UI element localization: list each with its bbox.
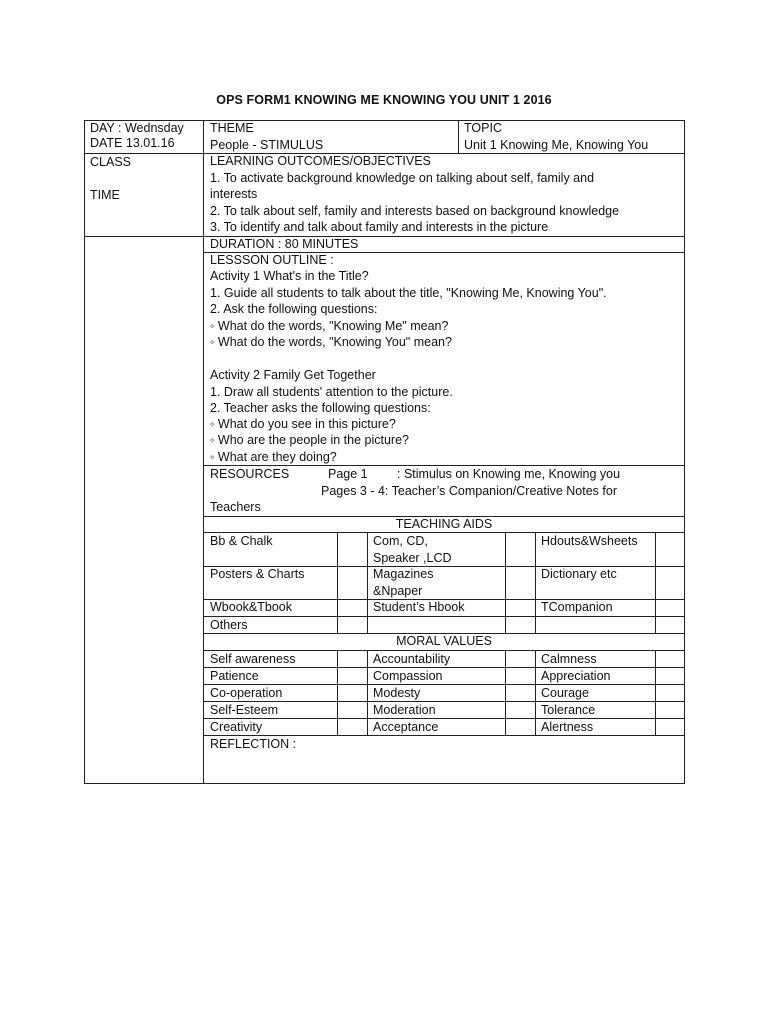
moral-value-item: Patience [210,669,259,683]
topic-value: Unit 1 Knowing Me, Knowing You [464,138,649,152]
resources-text: : Stimulus on Knowing me, Knowing you [397,467,621,481]
lesson-line: Activity 2 Family Get Together [210,368,376,382]
teaching-aid-item: Hdouts&Wsheets [541,534,638,548]
row-divider [84,236,685,237]
moral-value-item: Accountability [373,652,451,666]
column-divider [655,650,656,736]
moral-value-item: Alertness [541,720,594,734]
teaching-aid-item: Bb & Chalk [210,534,273,548]
teaching-aid-item: Dictionary etc [541,567,617,581]
topic-label: TOPIC [464,121,502,135]
resources-page: Page 1 [328,467,368,481]
moral-value-item: Moderation [373,703,436,717]
column-divider [505,532,506,634]
resources-label: RESOURCES [210,467,290,481]
lesson-line: ◦ What do you see in this picture? [210,417,396,431]
moral-value-item: Self awareness [210,652,296,666]
lesson-line: ◦ What do the words, "Knowing You" mean? [210,335,452,349]
moral-value-item: Self-Esteem [210,703,279,717]
teaching-aid-item: Student’s Hbook [373,600,465,614]
lesson-line: 1. Draw all students' attention to the picture. [210,385,453,399]
column-divider [655,532,656,634]
theme-value: People - STIMULUS [210,138,324,152]
column-divider [535,650,536,736]
time-label: TIME [90,188,120,202]
lesson-line: Activity 1 What's in the Title? [210,269,369,283]
page-title: OPS FORM1 KNOWING ME KNOWING YOU UNIT 1 2016 [216,93,552,107]
moral-value-item: Courage [541,686,589,700]
teaching-aid-item: Wbook&Tbook [210,600,292,614]
teaching-aid-item: TCompanion [541,600,613,614]
outcomes-heading: LEARNING OUTCOMES/OBJECTIVES [210,154,431,168]
lesson-line: ◦ What are they doing? [210,450,337,464]
date-text: DATE 13.01.16 [90,136,175,150]
column-divider [505,650,506,736]
row-divider [203,616,685,617]
teaching-aid-item: Com, CD, Speaker ,LCD [373,534,452,565]
lesson-line: 2. Teacher asks the following questions: [210,401,431,415]
column-divider [367,532,368,634]
column-divider [203,120,204,784]
moral-value-item: Creativity [210,720,263,734]
column-divider [458,120,459,153]
outcome-line: 3. To identify and talk about family and interests in the picture [210,220,549,234]
teaching-aids-heading: TEACHING AIDS [395,517,493,531]
moral-value-item: Acceptance [373,720,439,734]
outcome-line: 2. To talk about self, family and interests based on background knowledge [210,204,620,218]
theme-label: THEME [210,121,254,135]
lesson-line: 2. Ask the following questions: [210,302,378,316]
day-text: DAY : Wednsday [90,121,184,135]
column-divider [337,650,338,736]
column-divider [367,650,368,736]
lesson-line: ◦ What do the words, "Knowing Me" mean? [210,319,449,333]
duration-text: DURATION : 80 MINUTES [210,237,359,251]
outcome-line: 1. To activate background knowledge on talking about self, family and [210,171,595,185]
teaching-aid-item: Posters & Charts [210,567,305,581]
lesson-heading: LESSSON OUTLINE : [210,253,334,267]
moral-value-item: Modesty [373,686,421,700]
moral-value-item: Calmness [541,652,597,666]
lesson-line: 1. Guide all students to talk about the title, "Knowing Me, Knowing You". [210,286,607,300]
resources-text: Pages 3 - 4: Teacher’s Companion/Creative Notes for [321,484,617,498]
teaching-aid-item: Magazines &Npaper [373,567,434,598]
outcome-line: interests [210,187,258,201]
reflection-label: REFLECTION : [210,737,297,751]
moral-value-item: Compassion [373,669,443,683]
moral-value-item: Co-operation [210,686,283,700]
resources-text: Teachers [210,500,261,514]
moral-value-item: Appreciation [541,669,611,683]
column-divider [337,532,338,634]
moral-value-item: Tolerance [541,703,596,717]
column-divider [535,532,536,634]
class-label: CLASS [90,155,131,169]
teaching-aid-item: Others [210,618,248,632]
lesson-line: ◦ Who are the people in the picture? [210,433,409,447]
moral-values-heading: MORAL VALUES [396,634,492,648]
